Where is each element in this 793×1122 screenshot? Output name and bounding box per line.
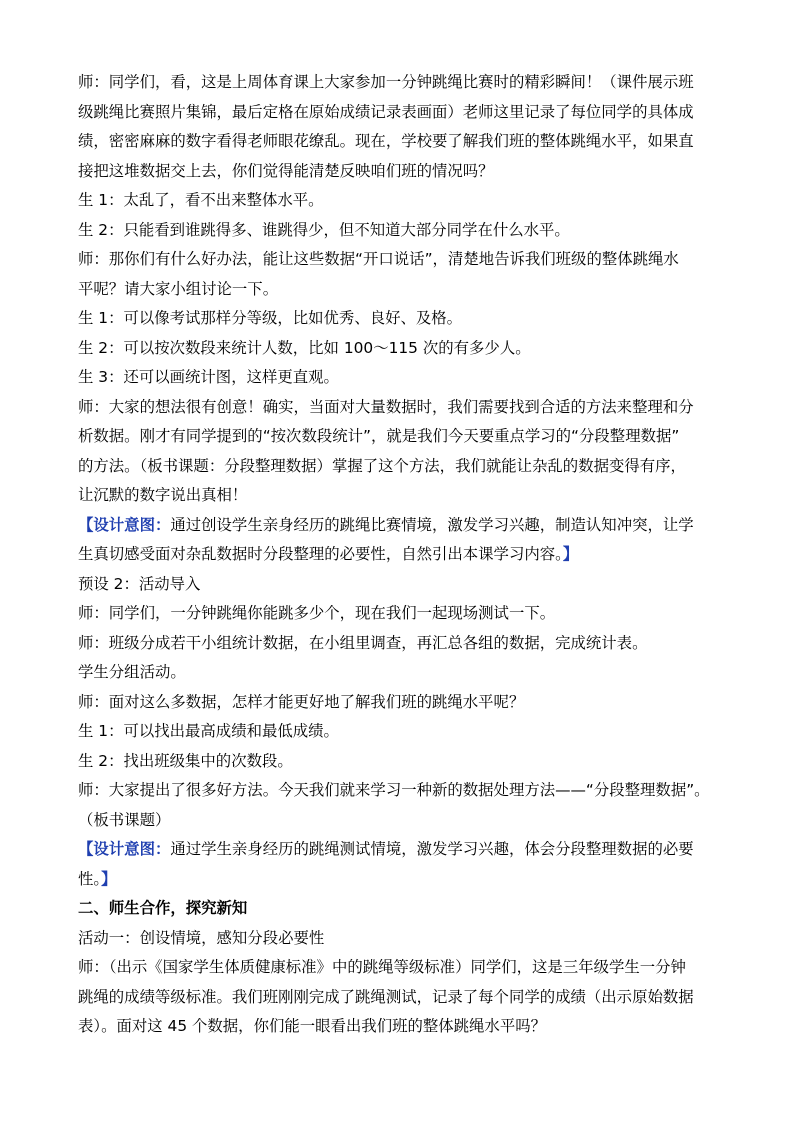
activity-title: 活动一：创设情境，感知分段必要性 bbox=[78, 928, 325, 947]
design-intent-text: 通过创设学生亲身经历的跳绳比赛情境，激发学习兴趣，制造认知冲突，让学 bbox=[170, 515, 694, 534]
teacher-topic-line1: 师：大家提出了很多好方法。今天我们就来学习一种新的数据处理方法——“分段整理数据”。 bbox=[78, 781, 710, 799]
design-intent-text: 性。 bbox=[78, 869, 102, 888]
design-intent-text: 生真切感受面对杂乱数据时分段整理的必要性，自然引出本课学习内容。 bbox=[78, 545, 563, 563]
teacher-question-line2: 平呢？请大家小组讨论一下。 bbox=[78, 279, 279, 298]
paragraph-teacher-intro-line3: 绩，密密麻麻的数字看得老师眼花缭乱。现在，学校要了解我们班的整体跳绳水平，如果直 bbox=[78, 132, 694, 150]
preset-2-title: 预设 2：活动导入 bbox=[78, 574, 201, 593]
teacher-test-prompt: 师：同学们，一分钟跳绳你能跳多少个，现在我们一起现场测试一下。 bbox=[78, 604, 556, 622]
student-3-idea: 生 3：还可以画统计图，这样更直观。 bbox=[78, 368, 339, 386]
paragraph-teacher-intro-line2: 级跳绳比赛照片集锦，最后定格在原始成绩记录表画面）老师这里记录了每位同学的具体成 bbox=[78, 102, 694, 121]
design-intent-tag: 【设计意图： bbox=[78, 840, 171, 858]
design-intent-1-line1 bbox=[78, 511, 718, 541]
design-intent-text: 通过学生亲身经历的跳绳测试情境，激发学习兴趣，体会分段整理数据的必要 bbox=[170, 840, 694, 858]
teacher-summary-line4: 让沉默的数字说出真相！ bbox=[78, 486, 248, 504]
teacher-group-prompt: 师：班级分成若干小组统计数据，在小组里调查，再汇总各组的数据，完成统计表。 bbox=[78, 633, 648, 652]
student-1-reply: 生 1：太乱了，看不出来整体水平。 bbox=[78, 191, 324, 209]
student-2-answer: 生 2：找出班级集中的次数段。 bbox=[78, 751, 293, 770]
document-page bbox=[78, 68, 718, 1042]
student-1-idea: 生 1：可以像考试那样分等级，比如优秀、良好、及格。 bbox=[78, 309, 463, 327]
design-intent-close: 】 bbox=[562, 545, 579, 563]
paragraph-teacher-intro-line4: 接把这堆数据交上去，你们觉得能清楚反映咱们班的情况吗？ bbox=[78, 161, 494, 180]
student-1-answer: 生 1：可以找出最高成绩和最低成绩。 bbox=[78, 722, 339, 740]
teacher-standard-line3: 表）。面对这 45 个数据，你们能一眼看出我们班的整体跳绳水平吗？ bbox=[78, 1017, 546, 1035]
student-2-idea: 生 2：可以按次数段来统计人数，比如 100～115 次的有多少人。 bbox=[78, 338, 531, 357]
teacher-summary-line2: 析数据。刚才有同学提到的“按次数段统计”，就是我们今天要重点学习的“分段整理数据” bbox=[78, 427, 680, 445]
design-intent-1-line2 bbox=[78, 540, 718, 570]
teacher-level-question: 师：面对这么多数据，怎样才能更好地了解我们班的跳绳水平呢？ bbox=[78, 692, 525, 711]
teacher-summary-line1: 师：大家的想法很有创意！确实，当面对大量数据时，我们需要找到合适的方法来整理和分 bbox=[78, 397, 694, 416]
teacher-topic-line2: （板书课题） bbox=[78, 810, 171, 829]
section-heading: 二、师生合作，探究新知 bbox=[78, 899, 248, 917]
design-intent-tag: 【设计意图： bbox=[78, 515, 171, 534]
teacher-summary-line3: 的方法。（板书课题：分段整理数据）掌握了这个方法，我们就能让杂乱的数据变得有序， bbox=[78, 456, 686, 475]
design-intent-close: 】 bbox=[101, 869, 117, 888]
teacher-question-line1: 师：那你们有什么好办法，能让这些数据“开口说话”，清楚地告诉我们班级的整体跳绳水 bbox=[78, 250, 679, 268]
teacher-standard-line1: 师：（出示《国家学生体质健康标准》中的跳绳等级标准）同学们，这是三年级学生一分钟 bbox=[78, 958, 686, 976]
student-2-reply: 生 2：只能看到谁跳得多、谁跳得少，但不知道大部分同学在什么水平。 bbox=[78, 220, 570, 239]
student-group-activity: 学生分组活动。 bbox=[78, 663, 186, 681]
design-intent-2-line2 bbox=[78, 865, 718, 895]
paragraph-teacher-intro-line1: 师：同学们，看，这是上周体育课上大家参加一分钟跳绳比赛时的精彩瞬间！（课件展示班 bbox=[78, 73, 694, 91]
teacher-standard-line2: 跳绳的成绩等级标准。我们班刚刚完成了跳绳测试，记录了每个同学的成绩（出示原始数据 bbox=[78, 987, 694, 1006]
design-intent-2-line1 bbox=[78, 835, 718, 865]
